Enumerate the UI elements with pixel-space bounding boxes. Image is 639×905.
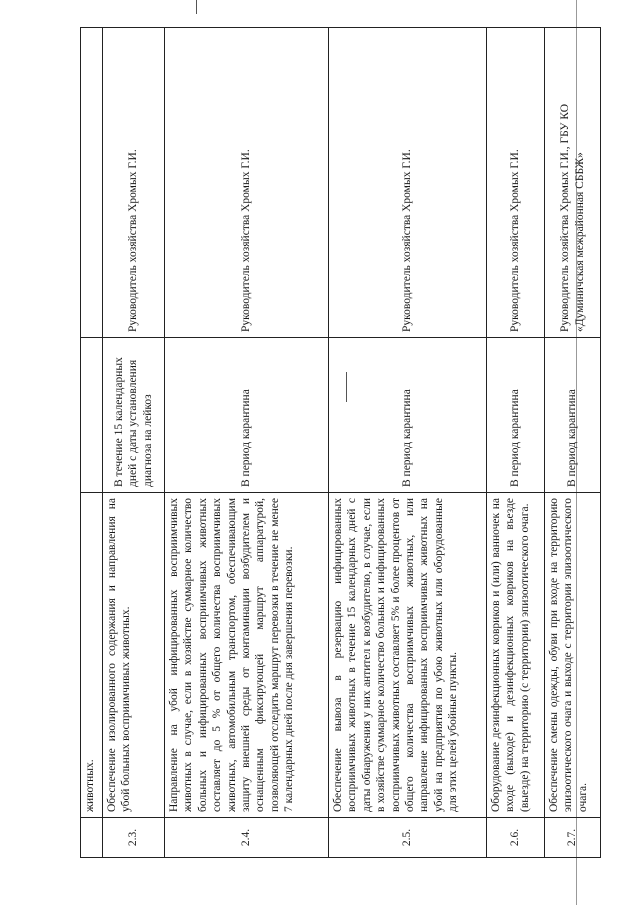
measure-description: животных. [81, 493, 103, 818]
row-number [81, 818, 103, 858]
measure-responsible: Руководитель хозяйства Хромых Г.И. [165, 28, 329, 338]
table-row [487, 28, 545, 858]
measure-term: В период карантина [487, 338, 545, 493]
measure-responsible: Руководитель хозяйства Хромых Г.И. [487, 28, 545, 338]
measure-term [81, 338, 103, 493]
measure-responsible: Руководитель хозяйства Хромых Г.И. [103, 28, 165, 338]
table-row [545, 28, 601, 858]
measure-term: В период карантина [329, 338, 487, 493]
row-number: 2.5. [329, 818, 487, 858]
table-row [103, 28, 165, 858]
scan-artifact-line [196, 0, 197, 14]
table-row [329, 28, 487, 858]
measure-description: Обеспечение изолированного содержания и направления на убой больных восприимчивых животных. [103, 493, 165, 818]
measure-description: Обеспечение смены одежды, обуви при входе на территорию эпизоотического очага и выходе с территории эпизоотического очага. [545, 493, 601, 818]
measure-description: Направление на убой инфицированных восприимчивых животных в случае, если в хозяйстве суммарное количество больных и инфицированных восприимчивых животных составляет до 5 % от общего количества восприимчивых животных, автомобильным транспортом, обеспечивающим защиту внешней среды от контаминации возбудителем и оснащенным фиксирующей маршрут аппаратурой, позволяющей отследить маршрут перевозки в течение не менее 7 календарных дней после дня завершения перевозки. [165, 493, 329, 818]
rotated-table-container [80, 28, 600, 858]
measure-term: В период карантина [545, 338, 601, 493]
table-row [165, 28, 329, 858]
row-number: 2.7. [545, 818, 601, 858]
action-plan-table [80, 27, 601, 858]
measure-responsible: Руководитель хозяйства Хромых Г.И., ГБУ КО «Думиничская межрайонная СББЖ» [545, 28, 601, 338]
row-number: 2.4. [165, 818, 329, 858]
measure-term: В период карантина [165, 338, 329, 493]
measure-description: Оборудование дезинфекционных ковриков и (или) ванночек на входе (выходе) и дезинфекционных ковриков на въезде (выезде) на территорию (с территории) эпизоотического очага. [487, 493, 545, 818]
measure-responsible: Руководитель хозяйства Хромых Г.И. [329, 28, 487, 338]
row-number: 2.6. [487, 818, 545, 858]
measure-responsible [81, 28, 103, 338]
row-number: 2.3. [103, 818, 165, 858]
table-row [81, 28, 103, 858]
measure-term: В течение 15 календарных дней с даты установления диагноза на лейкоз [103, 338, 165, 493]
measure-description: Обеспечение вывоза в резервацию инфицированных восприимчивых животных в течение 15 календарных дней с даты обнаружения у них антител к возбудителю, в случае, если в хозяйстве суммарное количество больных и инфицированных восприимчивых животных составляет 5% и более процентов от общего количества восприимчивых животных, или направление инфицированных восприимчивых животных на убой на предприятия по убою животных или оборудованные для этих целей убойные пункты. [329, 493, 487, 818]
